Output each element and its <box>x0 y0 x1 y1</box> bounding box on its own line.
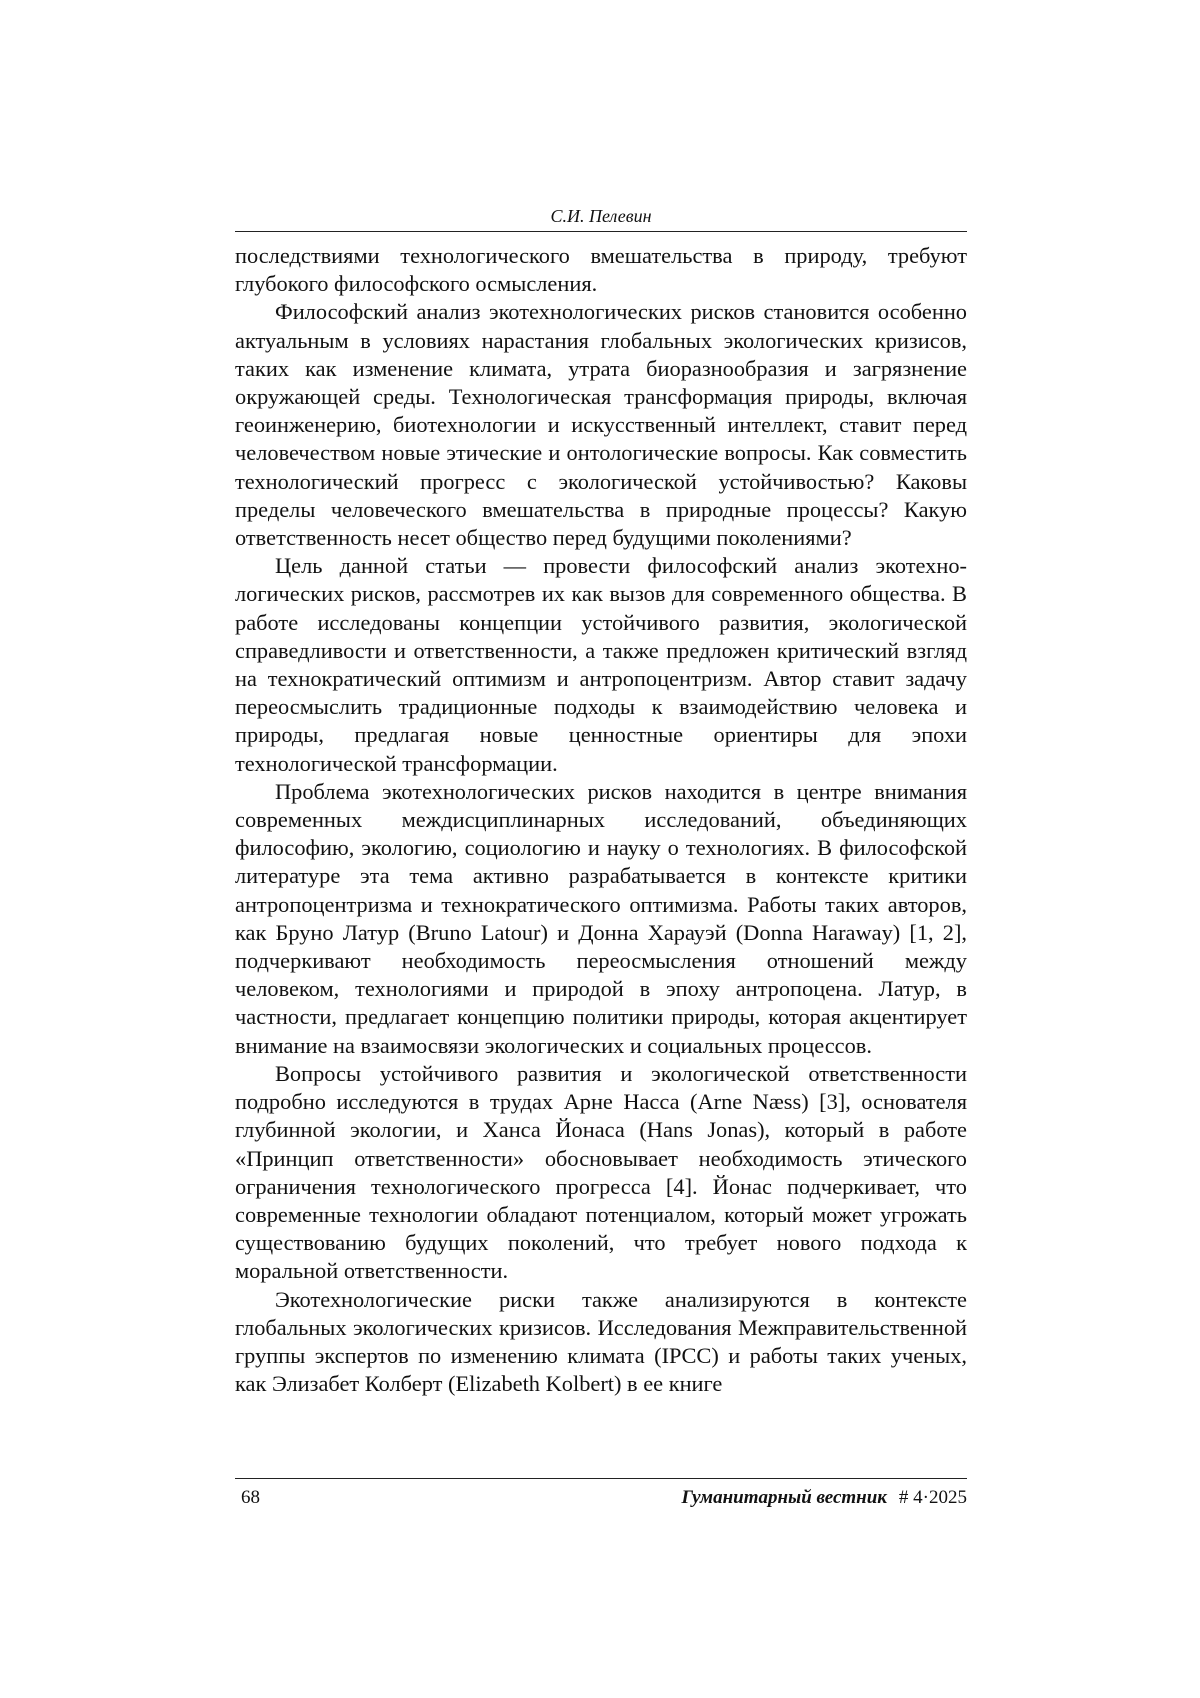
journal-name: Гуманитарный вестник <box>681 1487 887 1508</box>
header-rule <box>235 231 967 232</box>
paragraph-2: Философский анализ экотехнологических рисков становится особенно актуальным в условиях нарастания глобальных экологических кризисов, таких как изменение климата, утрата биоразнообразия и загрязнение окружающей среды. Технологическая трансформация природы, включая геоинженерию, биотехнологии и искусственный интеллект, ставит перед человечеством новые этические и онтологические вопросы. Как совместить технологический прогресс с экологической устойчивостью? Каковы пределы человеческого вмешательства в природные процессы? Какую ответственность несет общество перед будущими поколениями? <box>235 299 967 551</box>
footer-rule <box>235 1478 967 1479</box>
issue-number: # 4·2025 <box>898 1487 967 1508</box>
page-footer <box>235 1484 967 1512</box>
paragraph-3: Цель данной статьи — провести философский анализ экотехнологических рисков, рассмотрев их как вызов для современного общества. В работе исследованы концепции устойчивого развития, экологической справедливости и ответственности, а также предложен критический взгляд на технократический оптимизм и антропоцентризм. Автор ставит задачу переосмыслить традиционные подходы к взаимодействию человека и природы, предлагая новые ценностные ориентиры для эпохи технологической трансформации. <box>235 553 967 776</box>
paragraph-5: Вопросы устойчивого развития и экологической ответственности подробно исследуются в трудах Арне Насса (Arne Næss) [3], основателя глубинной экологии, и Ханса Йонаса (Hans Jonas), который в работе «Принцип ответственности» обосновывает необходимость этического ограничения технологического прогресса [4]. Йонас подчеркивает, что современные технологии обладают потенциалом, который может угрожать существованию будущих поколений, что требует нового подхода к моральной ответственности. <box>235 1060 967 1284</box>
page-number: 68 <box>241 1487 260 1508</box>
running-head-author: С.И. Пелевин <box>550 206 652 226</box>
journal-info <box>681 1484 967 1512</box>
paragraph-1: последствиями технологического вмешательства в природу, требуют глубокого философского осмысления. <box>235 243 967 297</box>
paragraph-4: Проблема экотехнологических рисков находится в центре внимания современных междисциплинарных исследований, объединяющих философию, экологию, социологию и науку о технологиях. В философской литературе эта тема активно разрабатывается в контексте критики антропоцентризма и технократического оптимизма. Работы таких авторов, как Бруно Латур (Bruno Latour) и Донна Харауэй (Donna Haraway) [1, 2], подчеркивают необходимость переосмысления отношений между человеком, технологиями и природой в эпоху антропоцена. Латур, в частности, предлагает концепцию политики природы, которая акцентирует внимание на взаимосвязи экологических и социальных процессов. <box>235 778 967 1058</box>
paragraph-6: Экотехнологические риски также анализируются в контексте глобальных экологических кризисов. Исследования Межправительственной группы экспертов по изменению климата (IPCC) и работы таких ученых, как Элизабет Колберт (Elizabeth Kolbert) в ее книге <box>235 1286 967 1397</box>
article-body <box>235 242 967 1398</box>
